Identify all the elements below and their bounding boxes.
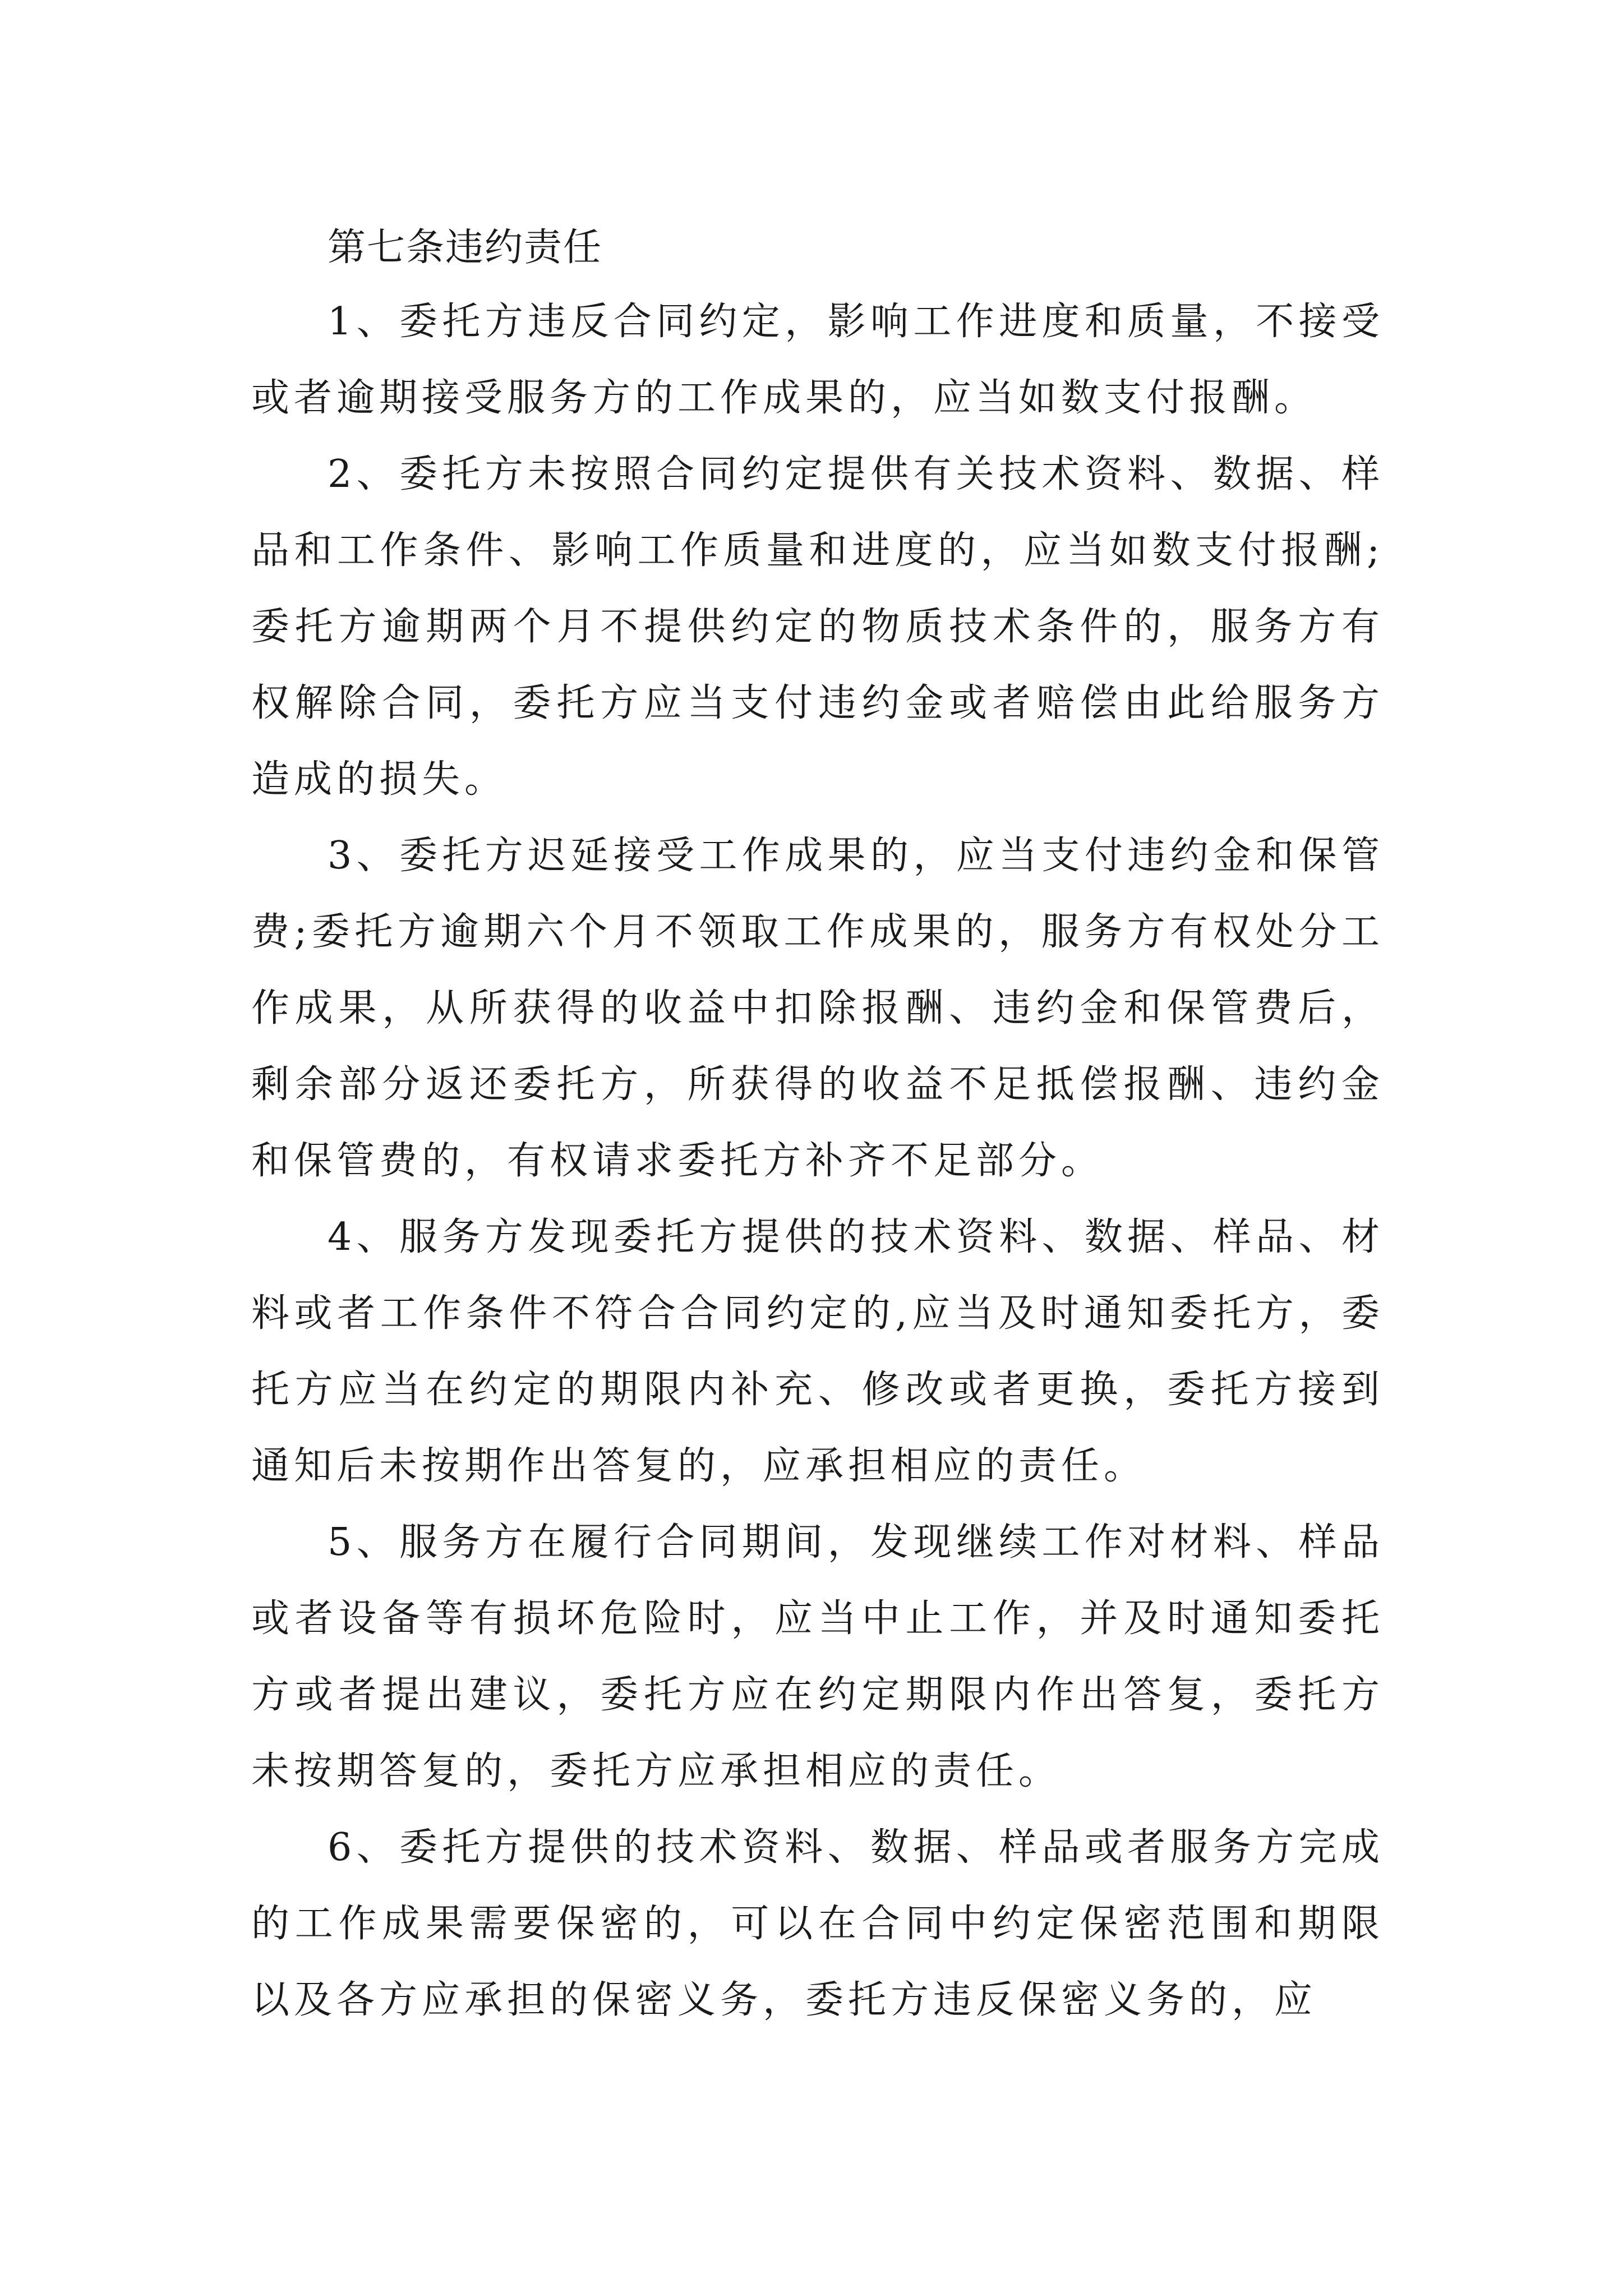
paragraph-5: 5、服务方在履行合同期间，发现继续工作对材料、样品或者设备等有损坏危险时，应当中止工作，并及时通知委托方或者提出建议，委托方应在约定期限内作出答复，委托方未按期答复的，委托方应承担相应的责任。: [251, 1520, 1384, 1793]
paragraph-6: 6、委托方提供的技术资料、数据、样品或者服务方完成的工作成果需要保密的，可以在合同中约定保密范围和期限以及各方应承担的保密义务，委托方违反保密义务的，应: [251, 1825, 1384, 2022]
document-body: [251, 212, 1384, 2039]
paragraph-4: 4、服务方发现委托方提供的技术资料、数据、样品、材料或者工作条件不符合合同约定的,应当及时通知委托方，委托方应当在约定的期限内补充、修改或者更换，委托方接到通知后未按期作出答复的，应承担相应的责任。: [251, 1215, 1384, 1488]
paragraph-2: 2、委托方未按照合同约定提供有关技术资料、数据、样品和工作条件、影响工作质量和进度的，应当如数支付报酬;委托方逾期两个月不提供约定的物质技术条件的，服务方有权解除合同，委托方应当支付违约金或者赔偿由此给服务方造成的损失。: [251, 452, 1384, 802]
paragraph-3: 3、委托方迟延接受工作成果的，应当支付违约金和保管费;委托方逾期六个月不领取工作成果的，服务方有权处分工作成果，从所获得的收益中扣除报酬、违约金和保管费后，剩余部分返还委托方，所获得的收益不足抵偿报酬、违约金和保管费的，有权请求委托方补齐不足部分。: [251, 834, 1384, 1183]
section-heading: 第七条违约责任: [328, 226, 603, 270]
paragraph-1: 1、委托方违反合同约定，影响工作进度和质量，不接受或者逾期接受服务方的工作成果的，应当如数支付报酬。: [251, 300, 1384, 420]
